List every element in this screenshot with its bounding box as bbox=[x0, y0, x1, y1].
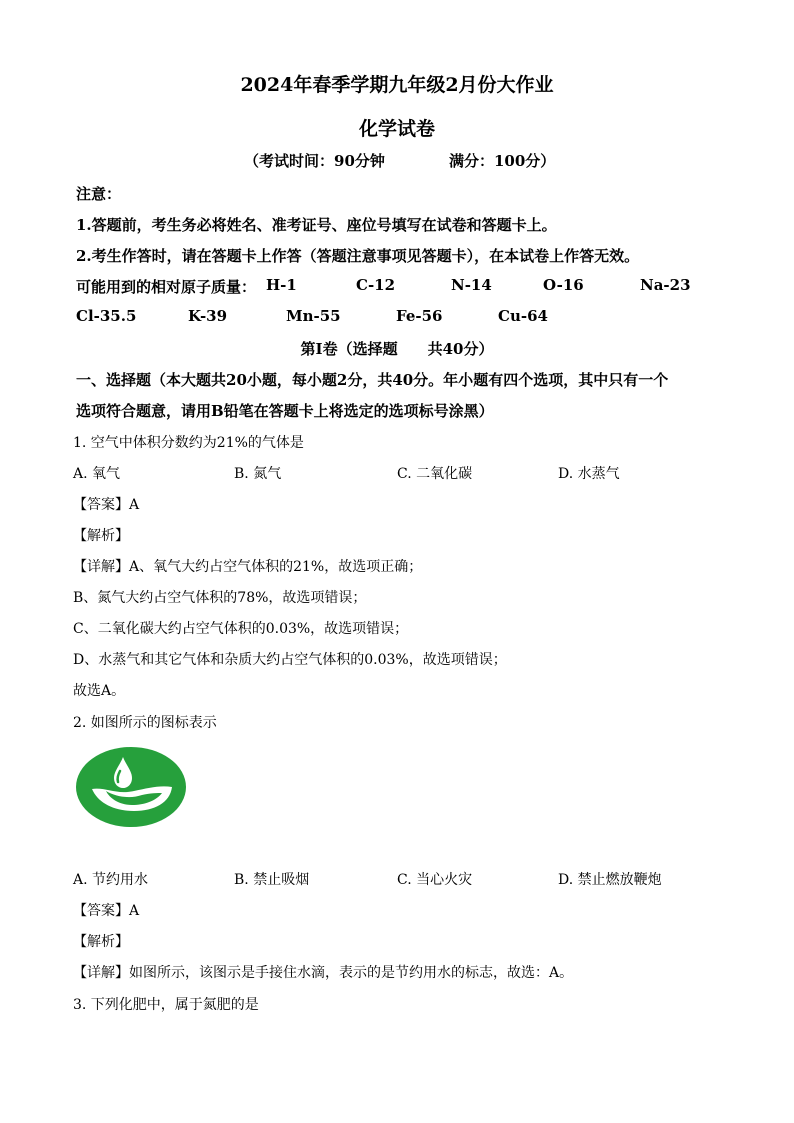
exam-time-info: （考试时间：90分钟 bbox=[244, 152, 385, 170]
atomic-mass-item: H-1 bbox=[266, 276, 297, 294]
atomic-mass-label: 可能用到的相对原子质量： bbox=[76, 278, 257, 296]
notice-label: 注意： bbox=[76, 185, 122, 203]
section-instructions-line-1: 一、选择题（本大题共20小题，每小题2分，共40分。年小题有四个选项，其中只有一个 bbox=[76, 371, 669, 389]
q2-option-a: A. 节约用水 bbox=[73, 872, 149, 888]
q2-option-d: D. 禁止燃放鞭炮 bbox=[558, 872, 662, 888]
q1-detail-line: D、水蒸气和其它气体和杂质大约占空气体积的0.03%，故选项错误； bbox=[73, 652, 507, 668]
q2-option-b: B. 禁止吸烟 bbox=[234, 872, 310, 888]
atomic-mass-item: Mn-55 bbox=[286, 307, 341, 325]
notice-item-2: 2.考生作答时，请在答题卡上作答（答题注意事项见答题卡），在本试卷上作答无效。 bbox=[76, 247, 640, 265]
exam-subtitle: 化学试卷 bbox=[358, 118, 435, 140]
notice-item-1: 1.答题前，考生务必将姓名、准考证号、座位号填写在试卷和答题卡上。 bbox=[76, 216, 557, 234]
atomic-mass-item: Cl-35.5 bbox=[76, 307, 137, 325]
atomic-mass-item: K-39 bbox=[188, 307, 228, 325]
exam-score-info: 满分：100分） bbox=[449, 152, 556, 170]
q1-detail-line: B、氮气大约占空气体积的78%，故选项错误； bbox=[73, 590, 367, 606]
section-instructions-line-2: 选项符合题意，请用B铅笔在答题卡上将选定的选项标号涂黑） bbox=[76, 402, 494, 420]
q2-stem: 2. 如图所示的图标表示 bbox=[73, 715, 217, 731]
atomic-mass-item: Fe-56 bbox=[396, 307, 443, 325]
q1-answer: 【答案】A bbox=[73, 497, 140, 513]
q2-analysis-label: 【解析】 bbox=[73, 934, 129, 950]
atomic-mass-item: O-16 bbox=[543, 276, 584, 294]
q1-analysis-label: 【解析】 bbox=[73, 528, 129, 544]
q1-detail-line: 【详解】A、氧气大约占空气体积的21%，故选项正确； bbox=[73, 559, 423, 575]
q1-option-b: B. 氮气 bbox=[234, 466, 282, 482]
q2-option-c: C. 当心火灾 bbox=[397, 872, 473, 888]
q1-stem: 1. 空气中体积分数约为21%的气体是 bbox=[73, 435, 304, 451]
q2-detail-line: 【详解】如图所示，该图示是手接住水滴，表示的是节约用水的标志，故选：A。 bbox=[73, 965, 574, 981]
q1-option-c: C. 二氧化碳 bbox=[397, 466, 473, 482]
q1-option-a: A. 氧气 bbox=[73, 466, 121, 482]
water-saving-logo-icon bbox=[76, 747, 186, 827]
q1-detail-line: 故选A。 bbox=[73, 683, 126, 699]
atomic-mass-item: Cu-64 bbox=[498, 307, 548, 325]
q3-stem: 3. 下列化肥中，属于氮肥的是 bbox=[73, 997, 259, 1013]
exam-title: 2024年春季学期九年级2月份大作业 bbox=[240, 74, 554, 96]
atomic-mass-item: Na-23 bbox=[640, 276, 691, 294]
atomic-mass-item: C-12 bbox=[356, 276, 396, 294]
section-title: 第Ⅰ卷（选择题 共40分） bbox=[300, 340, 494, 358]
q1-detail-line: C、二氧化碳大约占空气体积的0.03%，故选项错误； bbox=[73, 621, 409, 637]
q2-answer: 【答案】A bbox=[73, 903, 140, 919]
atomic-mass-item: N-14 bbox=[451, 276, 492, 294]
q1-option-d: D. 水蒸气 bbox=[558, 466, 620, 482]
